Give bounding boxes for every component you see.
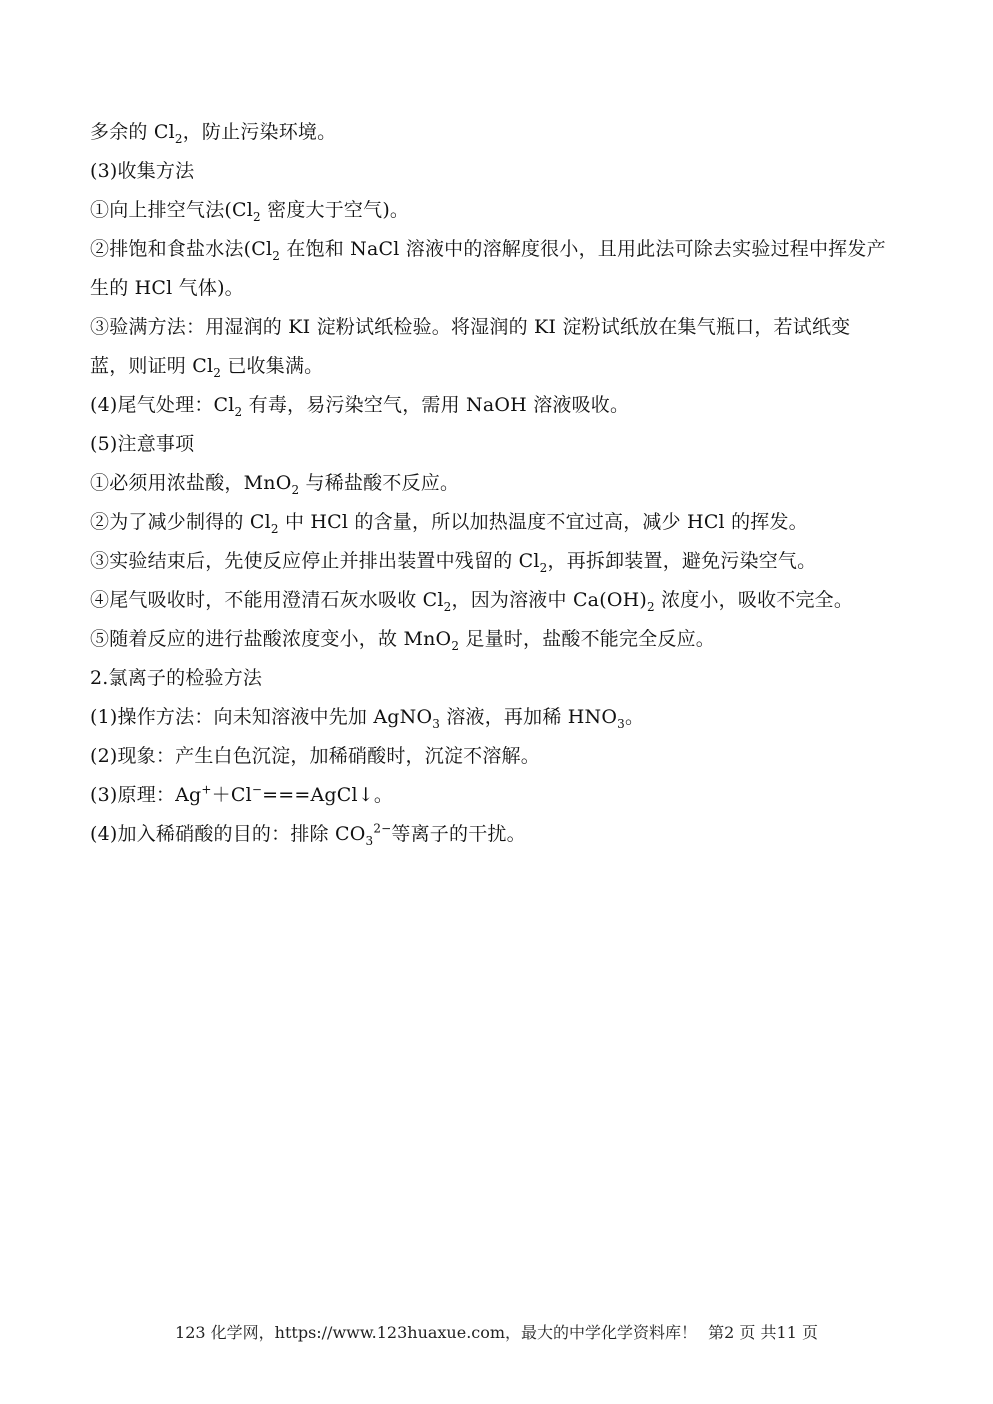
text-segment: (2)现象：产生白色沉淀，加稀硝酸时，沉淀不溶解。 — [90, 745, 540, 767]
text-line — [90, 425, 910, 464]
text-segment: (3)收集方法 — [90, 160, 195, 182]
text-line — [90, 347, 910, 386]
text-segment: 已收集满。 — [221, 355, 324, 377]
text-segment: (1)操作方法：向未知溶液中先加 AgNO — [90, 706, 433, 728]
subscript: 2 — [646, 599, 655, 614]
text-segment: (5)注意事项 — [90, 433, 195, 455]
subscript: 3 — [617, 716, 625, 731]
subscript: 2 — [213, 365, 222, 380]
subscript: 2 — [174, 131, 183, 146]
text-segment: (4)加入稀硝酸的目的：排除 CO — [90, 823, 366, 845]
text-line — [90, 113, 910, 152]
text-segment: ④尾气吸收时，不能用澄清石灰水吸收 Cl — [90, 589, 444, 611]
text-segment: ①必须用浓盐酸，MnO — [90, 472, 292, 494]
text-line — [90, 386, 910, 425]
text-line — [90, 659, 910, 698]
text-segment: 溶液，再加稀 HNO — [440, 706, 618, 728]
document-body — [90, 113, 910, 854]
text-segment: ②排饱和食盐水法(Cl — [90, 238, 273, 260]
text-segment: ，防止污染环境。 — [182, 121, 337, 143]
text-segment: 2.氯离子的检验方法 — [90, 667, 263, 689]
text-line — [90, 230, 910, 269]
text-segment: 等离子的干扰。 — [391, 823, 526, 845]
subscript: 2 — [539, 560, 548, 575]
text-line — [90, 581, 910, 620]
text-segment: 与稀盐酸不反应。 — [299, 472, 460, 494]
text-line — [90, 152, 910, 191]
text-segment: ＋Cl — [211, 784, 252, 806]
subscript: 3 — [365, 833, 374, 848]
text-segment: ②为了减少制得的 Cl — [90, 511, 271, 533]
page-footer — [0, 1320, 993, 1343]
text-segment: 多余的 Cl — [90, 121, 175, 143]
text-line — [90, 308, 910, 347]
text-line — [90, 698, 910, 737]
text-segment: 足量时，盐酸不能完全反应。 — [459, 628, 715, 650]
subscript: 2 — [234, 404, 243, 419]
text-segment: ③实验结束后，先使反应停止并排出装置中残留的 Cl — [90, 550, 540, 572]
text-segment: 蓝，则证明 Cl — [90, 355, 214, 377]
text-segment: ，因为溶液中 Ca(OH) — [451, 589, 647, 611]
text-segment: 密度大于空气)。 — [260, 199, 410, 221]
subscript: 2 — [253, 209, 261, 224]
subscript: 3 — [432, 716, 441, 731]
text-line — [90, 464, 910, 503]
text-line — [90, 503, 910, 542]
text-segment: ，再拆卸装置，避免污染空气。 — [547, 550, 817, 572]
footer-page-number: 第2 页 共11 页 — [708, 1323, 818, 1342]
text-segment: 浓度小，吸收不完全。 — [654, 589, 854, 611]
text-line — [90, 620, 910, 659]
subscript: 2 — [443, 599, 452, 614]
text-segment: ===AgCl↓。 — [262, 784, 394, 806]
text-line — [90, 815, 910, 854]
footer-site-text: 123 化学网，https://www.123huaxue.com，最大的中学化学资料库！ — [175, 1323, 698, 1342]
text-segment: 在饱和 NaCl 溶液中的溶解度很小，且用此法可除去实验过程中挥发产 — [280, 238, 886, 260]
text-line — [90, 269, 910, 308]
subscript: 2 — [291, 482, 300, 497]
text-segment: 中 HCl 的含量，所以加热温度不宜过高，减少 HCl 的挥发。 — [278, 511, 808, 533]
text-line — [90, 191, 910, 230]
text-line — [90, 776, 910, 815]
text-segment: (4)尾气处理：Cl — [90, 394, 235, 416]
superscript: 2− — [373, 821, 392, 836]
text-segment: 有毒，易污染空气，需用 NaOH 溶液吸收。 — [242, 394, 630, 416]
text-segment: ①向上排空气法(Cl — [90, 199, 254, 221]
subscript: 2 — [272, 248, 281, 263]
text-segment: 生的 HCl 气体)。 — [90, 277, 244, 299]
text-segment: ⑤随着反应的进行盐酸浓度变小，故 MnO — [90, 628, 452, 650]
superscript: − — [251, 782, 263, 797]
text-segment: 。 — [625, 706, 645, 728]
text-line — [90, 542, 910, 581]
text-segment: (3)原理：Ag — [90, 784, 202, 806]
subscript: 2 — [270, 521, 279, 536]
subscript: 2 — [451, 638, 460, 653]
superscript: + — [201, 782, 212, 797]
text-line — [90, 737, 910, 776]
text-segment: ③验满方法：用湿润的 KI 淀粉试纸检验。将湿润的 KI 淀粉试纸放在集气瓶口，若试纸变 — [90, 316, 851, 338]
